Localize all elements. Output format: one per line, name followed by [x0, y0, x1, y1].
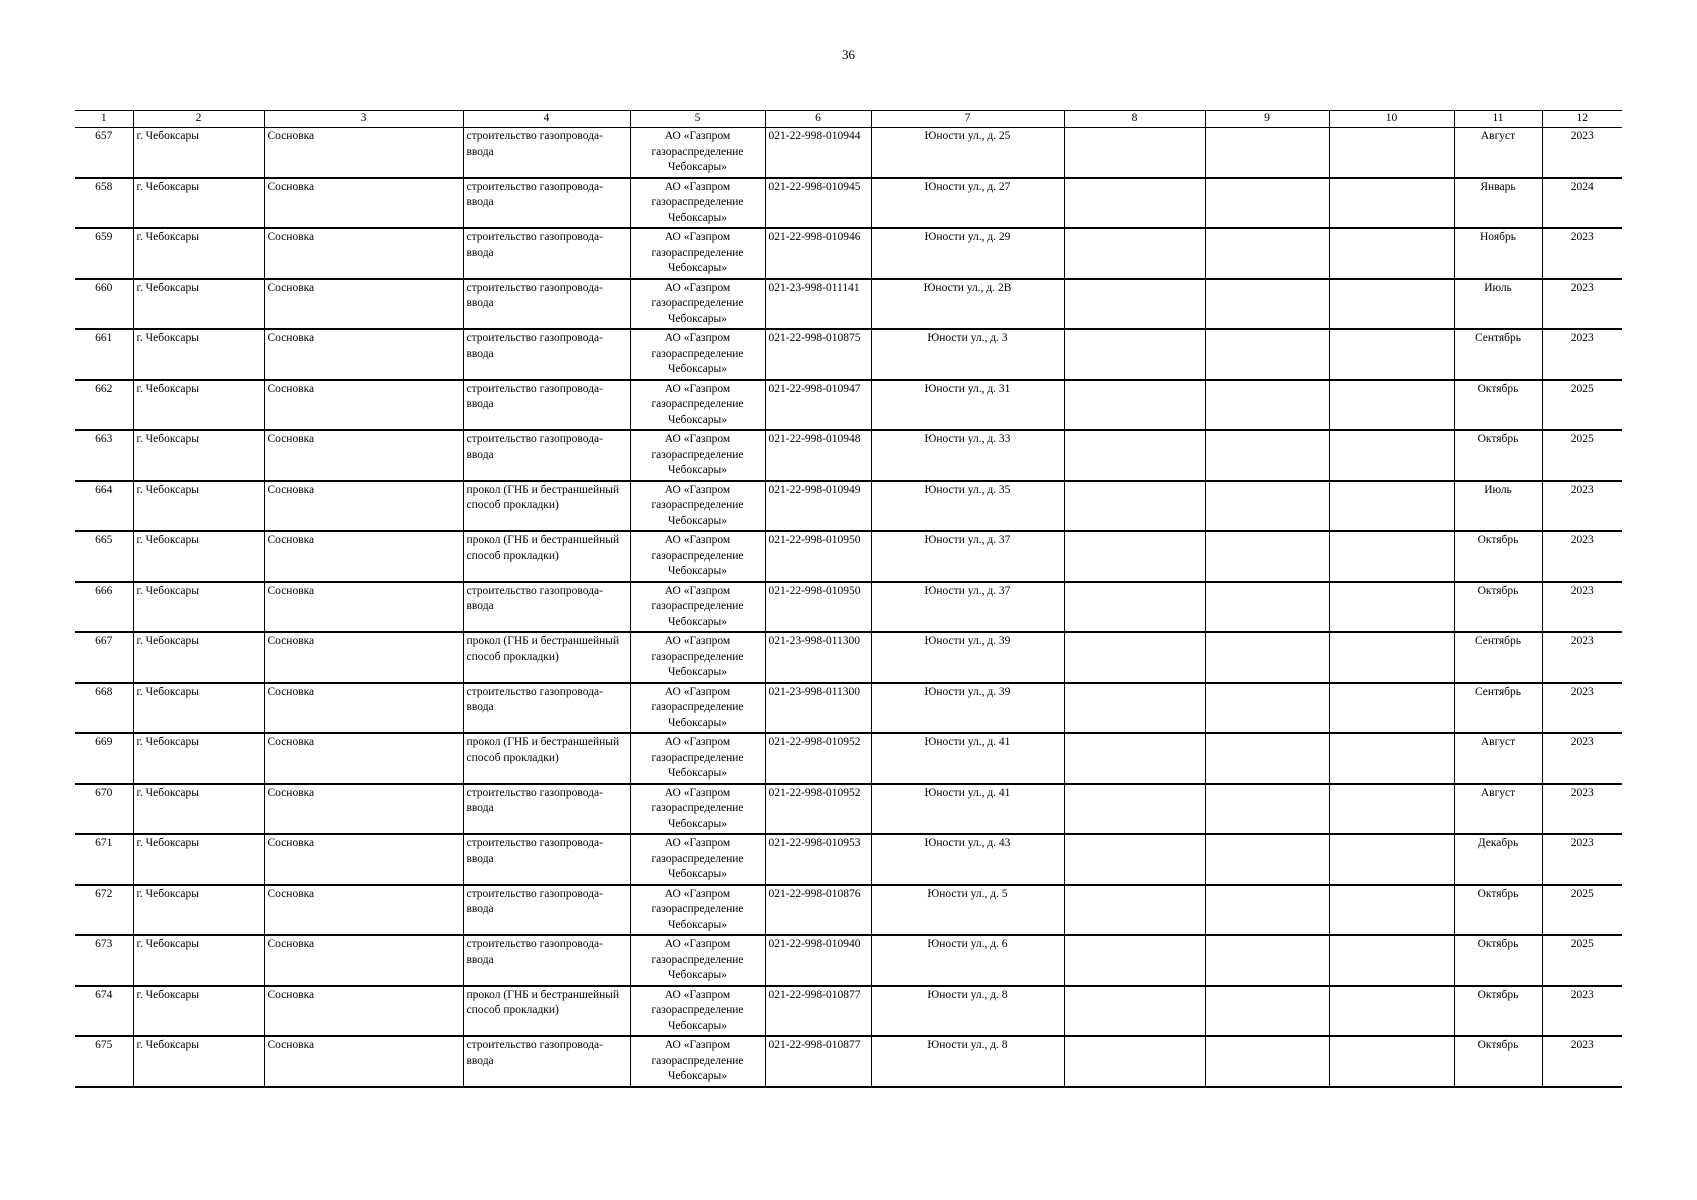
object-code-cell: 021-22-998-010877 — [765, 1036, 871, 1087]
column-8-cell — [1064, 582, 1205, 633]
column-8-cell — [1064, 481, 1205, 532]
city-cell: г. Чебоксары — [133, 481, 264, 532]
column-8-cell — [1064, 885, 1205, 936]
register-table — [75, 110, 1622, 1088]
column-header-2: 2 — [133, 111, 264, 128]
column-8-cell — [1064, 228, 1205, 279]
column-9-cell — [1205, 531, 1329, 582]
organization-cell: АО «Газпром газораспределение Чебоксары» — [630, 683, 765, 734]
row-number: 674 — [75, 986, 133, 1037]
month-cell: Август — [1454, 784, 1542, 835]
row-number: 667 — [75, 632, 133, 683]
year-cell: 2023 — [1542, 683, 1622, 734]
month-cell: Август — [1454, 733, 1542, 784]
year-cell: 2024 — [1542, 178, 1622, 229]
column-10-cell — [1329, 885, 1454, 936]
row-number: 660 — [75, 279, 133, 330]
column-10-cell — [1329, 481, 1454, 532]
city-cell: г. Чебоксары — [133, 935, 264, 986]
month-cell: Ноябрь — [1454, 228, 1542, 279]
month-cell: Октябрь — [1454, 1036, 1542, 1087]
year-cell: 2025 — [1542, 380, 1622, 431]
year-cell: 2023 — [1542, 784, 1622, 835]
month-cell: Июль — [1454, 481, 1542, 532]
year-cell: 2023 — [1542, 1036, 1622, 1087]
month-cell: Январь — [1454, 178, 1542, 229]
column-header-12: 12 — [1542, 111, 1622, 128]
column-number-row — [75, 111, 1622, 128]
column-header-5: 5 — [630, 111, 765, 128]
city-cell: г. Чебоксары — [133, 380, 264, 431]
object-code-cell: 021-22-998-010940 — [765, 935, 871, 986]
object-code-cell: 021-22-998-010948 — [765, 430, 871, 481]
table-row — [75, 935, 1622, 986]
year-cell: 2025 — [1542, 430, 1622, 481]
row-number: 657 — [75, 128, 133, 178]
city-cell: г. Чебоксары — [133, 784, 264, 835]
object-code-cell: 021-22-998-010946 — [765, 228, 871, 279]
table-row — [75, 986, 1622, 1037]
district-cell: Сосновка — [264, 1036, 463, 1087]
address-cell: Юности ул., д. 8 — [871, 1036, 1064, 1087]
address-cell: Юности ул., д. 8 — [871, 986, 1064, 1037]
city-cell: г. Чебоксары — [133, 279, 264, 330]
column-8-cell — [1064, 834, 1205, 885]
row-number: 669 — [75, 733, 133, 784]
address-cell: Юности ул., д. 37 — [871, 582, 1064, 633]
row-number: 668 — [75, 683, 133, 734]
column-8-cell — [1064, 178, 1205, 229]
object-code-cell: 021-23-998-011300 — [765, 683, 871, 734]
column-9-cell — [1205, 885, 1329, 936]
year-cell: 2023 — [1542, 128, 1622, 178]
table-row — [75, 228, 1622, 279]
column-header-6: 6 — [765, 111, 871, 128]
object-code-cell: 021-22-998-010953 — [765, 834, 871, 885]
work-type-cell: прокол (ГНБ и бестраншейный способ прокладки) — [463, 531, 630, 582]
column-header-7: 7 — [871, 111, 1064, 128]
column-8-cell — [1064, 632, 1205, 683]
district-cell: Сосновка — [264, 834, 463, 885]
column-8-cell — [1064, 128, 1205, 178]
table-row — [75, 1036, 1622, 1087]
object-code-cell: 021-22-998-010945 — [765, 178, 871, 229]
city-cell: г. Чебоксары — [133, 329, 264, 380]
district-cell: Сосновка — [264, 380, 463, 431]
column-9-cell — [1205, 430, 1329, 481]
table-row — [75, 683, 1622, 734]
work-type-cell: строительство газопровода-ввода — [463, 279, 630, 330]
work-type-cell: прокол (ГНБ и бестраншейный способ прокладки) — [463, 733, 630, 784]
table-body — [75, 128, 1622, 1087]
organization-cell: АО «Газпром газораспределение Чебоксары» — [630, 228, 765, 279]
column-10-cell — [1329, 733, 1454, 784]
city-cell: г. Чебоксары — [133, 228, 264, 279]
address-cell: Юности ул., д. 25 — [871, 128, 1064, 178]
address-cell: Юности ул., д. 6 — [871, 935, 1064, 986]
district-cell: Сосновка — [264, 683, 463, 734]
work-type-cell: прокол (ГНБ и бестраншейный способ прокладки) — [463, 986, 630, 1037]
year-cell: 2023 — [1542, 632, 1622, 683]
work-type-cell: строительство газопровода-ввода — [463, 683, 630, 734]
address-cell: Юности ул., д. 35 — [871, 481, 1064, 532]
object-code-cell: 021-22-998-010950 — [765, 531, 871, 582]
column-header-9: 9 — [1205, 111, 1329, 128]
district-cell: Сосновка — [264, 228, 463, 279]
table-row — [75, 531, 1622, 582]
column-8-cell — [1064, 733, 1205, 784]
table-row — [75, 329, 1622, 380]
work-type-cell: строительство газопровода-ввода — [463, 380, 630, 431]
table-row — [75, 481, 1622, 532]
month-cell: Сентябрь — [1454, 683, 1542, 734]
column-9-cell — [1205, 380, 1329, 431]
column-9-cell — [1205, 481, 1329, 532]
table-row — [75, 834, 1622, 885]
year-cell: 2023 — [1542, 531, 1622, 582]
work-type-cell: строительство газопровода-ввода — [463, 329, 630, 380]
work-type-cell: прокол (ГНБ и бестраншейный способ прокладки) — [463, 632, 630, 683]
month-cell: Сентябрь — [1454, 632, 1542, 683]
organization-cell: АО «Газпром газораспределение Чебоксары» — [630, 531, 765, 582]
month-cell: Сентябрь — [1454, 329, 1542, 380]
page-number: 36 — [842, 47, 855, 62]
city-cell: г. Чебоксары — [133, 683, 264, 734]
column-header-10: 10 — [1329, 111, 1454, 128]
object-code-cell: 021-22-998-010952 — [765, 784, 871, 835]
month-cell: Август — [1454, 128, 1542, 178]
address-cell: Юности ул., д. 41 — [871, 733, 1064, 784]
month-cell: Июль — [1454, 279, 1542, 330]
organization-cell: АО «Газпром газораспределение Чебоксары» — [630, 935, 765, 986]
column-9-cell — [1205, 986, 1329, 1037]
column-8-cell — [1064, 531, 1205, 582]
column-9-cell — [1205, 128, 1329, 178]
row-number: 670 — [75, 784, 133, 835]
work-type-cell: строительство газопровода-ввода — [463, 228, 630, 279]
table-row — [75, 380, 1622, 431]
work-type-cell: строительство газопровода-ввода — [463, 885, 630, 936]
address-cell: Юности ул., д. 43 — [871, 834, 1064, 885]
month-cell: Октябрь — [1454, 935, 1542, 986]
address-cell: Юности ул., д. 41 — [871, 784, 1064, 835]
column-9-cell — [1205, 935, 1329, 986]
work-type-cell: строительство газопровода-ввода — [463, 935, 630, 986]
column-8-cell — [1064, 683, 1205, 734]
row-number: 659 — [75, 228, 133, 279]
work-type-cell: прокол (ГНБ и бестраншейный способ прокладки) — [463, 481, 630, 532]
column-8-cell — [1064, 784, 1205, 835]
month-cell: Октябрь — [1454, 885, 1542, 936]
table-row — [75, 279, 1622, 330]
column-9-cell — [1205, 683, 1329, 734]
column-10-cell — [1329, 986, 1454, 1037]
year-cell: 2025 — [1542, 935, 1622, 986]
column-9-cell — [1205, 1036, 1329, 1087]
address-cell: Юности ул., д. 29 — [871, 228, 1064, 279]
address-cell: Юности ул., д. 5 — [871, 885, 1064, 936]
column-8-cell — [1064, 430, 1205, 481]
city-cell: г. Чебоксары — [133, 128, 264, 178]
column-10-cell — [1329, 935, 1454, 986]
table-row — [75, 784, 1622, 835]
table-row — [75, 632, 1622, 683]
column-10-cell — [1329, 279, 1454, 330]
column-9-cell — [1205, 632, 1329, 683]
address-cell: Юности ул., д. 37 — [871, 531, 1064, 582]
district-cell: Сосновка — [264, 582, 463, 633]
column-8-cell — [1064, 986, 1205, 1037]
row-number: 664 — [75, 481, 133, 532]
district-cell: Сосновка — [264, 632, 463, 683]
column-9-cell — [1205, 733, 1329, 784]
district-cell: Сосновка — [264, 531, 463, 582]
year-cell: 2023 — [1542, 733, 1622, 784]
table-row — [75, 128, 1622, 178]
object-code-cell: 021-22-998-010875 — [765, 329, 871, 380]
column-10-cell — [1329, 531, 1454, 582]
column-10-cell — [1329, 178, 1454, 229]
column-9-cell — [1205, 784, 1329, 835]
column-10-cell — [1329, 430, 1454, 481]
address-cell: Юности ул., д. 33 — [871, 430, 1064, 481]
column-header-1: 1 — [75, 111, 133, 128]
work-type-cell: строительство газопровода-ввода — [463, 582, 630, 633]
district-cell: Сосновка — [264, 784, 463, 835]
month-cell: Октябрь — [1454, 531, 1542, 582]
month-cell: Октябрь — [1454, 582, 1542, 633]
object-code-cell: 021-22-998-010952 — [765, 733, 871, 784]
district-cell: Сосновка — [264, 430, 463, 481]
year-cell: 2023 — [1542, 986, 1622, 1037]
column-10-cell — [1329, 329, 1454, 380]
city-cell: г. Чебоксары — [133, 582, 264, 633]
table-row — [75, 178, 1622, 229]
year-cell: 2025 — [1542, 885, 1622, 936]
organization-cell: АО «Газпром газораспределение Чебоксары» — [630, 582, 765, 633]
address-cell: Юности ул., д. 27 — [871, 178, 1064, 229]
column-10-cell — [1329, 1036, 1454, 1087]
year-cell: 2023 — [1542, 834, 1622, 885]
district-cell: Сосновка — [264, 178, 463, 229]
address-cell: Юности ул., д. 39 — [871, 632, 1064, 683]
organization-cell: АО «Газпром газораспределение Чебоксары» — [630, 279, 765, 330]
organization-cell: АО «Газпром газораспределение Чебоксары» — [630, 1036, 765, 1087]
table-row — [75, 885, 1622, 936]
city-cell: г. Чебоксары — [133, 531, 264, 582]
column-header-3: 3 — [264, 111, 463, 128]
organization-cell: АО «Газпром газораспределение Чебоксары» — [630, 128, 765, 178]
city-cell: г. Чебоксары — [133, 1036, 264, 1087]
city-cell: г. Чебоксары — [133, 430, 264, 481]
city-cell: г. Чебоксары — [133, 986, 264, 1037]
column-8-cell — [1064, 279, 1205, 330]
year-cell: 2023 — [1542, 279, 1622, 330]
city-cell: г. Чебоксары — [133, 885, 264, 936]
organization-cell: АО «Газпром газораспределение Чебоксары» — [630, 784, 765, 835]
organization-cell: АО «Газпром газораспределение Чебоксары» — [630, 178, 765, 229]
organization-cell: АО «Газпром газораспределение Чебоксары» — [630, 986, 765, 1037]
year-cell: 2023 — [1542, 481, 1622, 532]
column-8-cell — [1064, 1036, 1205, 1087]
object-code-cell: 021-23-998-011141 — [765, 279, 871, 330]
column-10-cell — [1329, 228, 1454, 279]
district-cell: Сосновка — [264, 128, 463, 178]
column-10-cell — [1329, 834, 1454, 885]
work-type-cell: строительство газопровода-ввода — [463, 784, 630, 835]
column-9-cell — [1205, 178, 1329, 229]
row-number: 671 — [75, 834, 133, 885]
organization-cell: АО «Газпром газораспределение Чебоксары» — [630, 733, 765, 784]
row-number: 662 — [75, 380, 133, 431]
row-number: 663 — [75, 430, 133, 481]
object-code-cell: 021-22-998-010947 — [765, 380, 871, 431]
column-header-4: 4 — [463, 111, 630, 128]
row-number: 672 — [75, 885, 133, 936]
work-type-cell: строительство газопровода-ввода — [463, 430, 630, 481]
city-cell: г. Чебоксары — [133, 733, 264, 784]
organization-cell: АО «Газпром газораспределение Чебоксары» — [630, 329, 765, 380]
month-cell: Октябрь — [1454, 380, 1542, 431]
year-cell: 2023 — [1542, 329, 1622, 380]
address-cell: Юности ул., д. 2В — [871, 279, 1064, 330]
column-8-cell — [1064, 380, 1205, 431]
row-number: 666 — [75, 582, 133, 633]
district-cell: Сосновка — [264, 733, 463, 784]
column-10-cell — [1329, 128, 1454, 178]
table-row — [75, 582, 1622, 633]
column-10-cell — [1329, 582, 1454, 633]
organization-cell: АО «Газпром газораспределение Чебоксары» — [630, 632, 765, 683]
column-10-cell — [1329, 683, 1454, 734]
work-type-cell: строительство газопровода-ввода — [463, 1036, 630, 1087]
organization-cell: АО «Газпром газораспределение Чебоксары» — [630, 430, 765, 481]
district-cell: Сосновка — [264, 935, 463, 986]
column-header-11: 11 — [1454, 111, 1542, 128]
organization-cell: АО «Газпром газораспределение Чебоксары» — [630, 834, 765, 885]
column-9-cell — [1205, 279, 1329, 330]
organization-cell: АО «Газпром газораспределение Чебоксары» — [630, 885, 765, 936]
row-number: 675 — [75, 1036, 133, 1087]
row-number: 673 — [75, 935, 133, 986]
organization-cell: АО «Газпром газораспределение Чебоксары» — [630, 380, 765, 431]
district-cell: Сосновка — [264, 279, 463, 330]
address-cell: Юности ул., д. 31 — [871, 380, 1064, 431]
column-9-cell — [1205, 834, 1329, 885]
object-code-cell: 021-22-998-010949 — [765, 481, 871, 532]
organization-cell: АО «Газпром газораспределение Чебоксары» — [630, 481, 765, 532]
column-10-cell — [1329, 632, 1454, 683]
column-9-cell — [1205, 228, 1329, 279]
work-type-cell: строительство газопровода-ввода — [463, 834, 630, 885]
month-cell: Октябрь — [1454, 986, 1542, 1037]
column-10-cell — [1329, 380, 1454, 431]
row-number: 665 — [75, 531, 133, 582]
column-10-cell — [1329, 784, 1454, 835]
work-type-cell: строительство газопровода-ввода — [463, 128, 630, 178]
city-cell: г. Чебоксары — [133, 178, 264, 229]
month-cell: Декабрь — [1454, 834, 1542, 885]
address-cell: Юности ул., д. 3 — [871, 329, 1064, 380]
object-code-cell: 021-22-998-010876 — [765, 885, 871, 936]
month-cell: Октябрь — [1454, 430, 1542, 481]
district-cell: Сосновка — [264, 481, 463, 532]
column-header-8: 8 — [1064, 111, 1205, 128]
row-number: 661 — [75, 329, 133, 380]
object-code-cell: 021-22-998-010877 — [765, 986, 871, 1037]
table-row — [75, 733, 1622, 784]
column-9-cell — [1205, 329, 1329, 380]
column-8-cell — [1064, 329, 1205, 380]
column-8-cell — [1064, 935, 1205, 986]
column-9-cell — [1205, 582, 1329, 633]
object-code-cell: 021-23-998-011300 — [765, 632, 871, 683]
work-type-cell: строительство газопровода-ввода — [463, 178, 630, 229]
district-cell: Сосновка — [264, 329, 463, 380]
row-number: 658 — [75, 178, 133, 229]
year-cell: 2023 — [1542, 582, 1622, 633]
district-cell: Сосновка — [264, 885, 463, 936]
table-row — [75, 430, 1622, 481]
object-code-cell: 021-22-998-010950 — [765, 582, 871, 633]
city-cell: г. Чебоксары — [133, 632, 264, 683]
city-cell: г. Чебоксары — [133, 834, 264, 885]
object-code-cell: 021-22-998-010944 — [765, 128, 871, 178]
district-cell: Сосновка — [264, 986, 463, 1037]
address-cell: Юности ул., д. 39 — [871, 683, 1064, 734]
year-cell: 2023 — [1542, 228, 1622, 279]
